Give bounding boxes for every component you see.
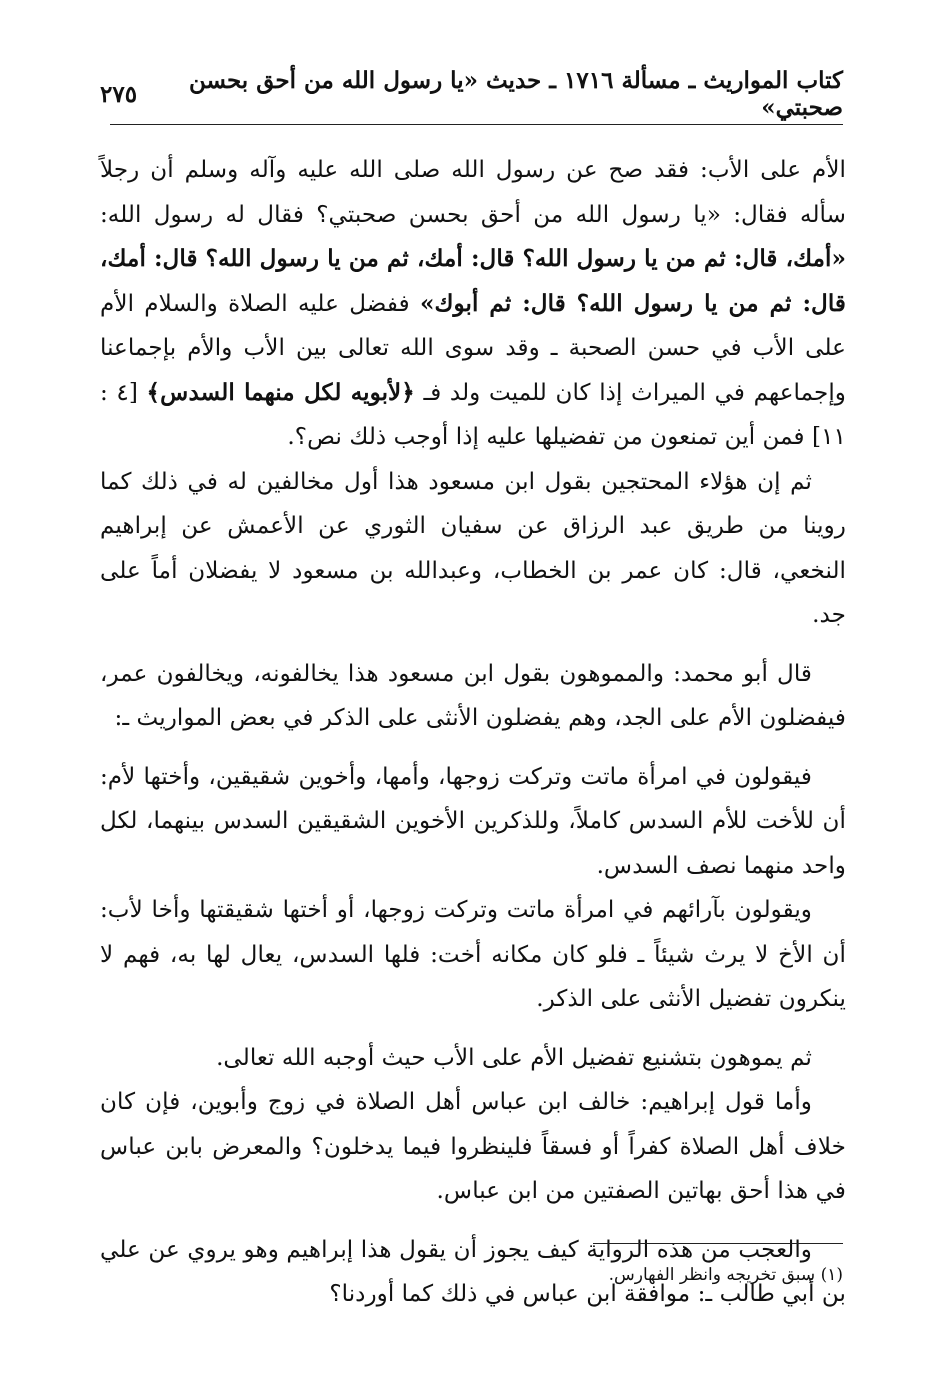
paragraph-gap [100, 1214, 846, 1228]
text-segment: ثم إن هؤلاء المحتجين بقول ابن مسعود هذا أول مخالفين له في ذلك كما روينا من طريق عبد الرزاق عن سفيان الثوري عن الأعمش عن إبراهيم النخعي، قال: كان عمر بن الخطاب، وعبدالله بن مسعود لا يفضلان أماً على جد. [100, 467, 846, 628]
text-segment: ﴿لأبويه لكل منهما السدس﴾ [146, 378, 415, 406]
paragraph-gap [100, 1022, 846, 1036]
body-text [100, 148, 846, 1317]
footnote-rule [593, 1243, 843, 1244]
text-segment: ثم يموهون بتشنيع تفضيل الأم على الأب حيث أوجبه الله تعالى. [216, 1043, 812, 1071]
text-segment: ففضل عليه الصلاة والسلام الأم على الأب في حسن الصحبة ـ وقد سوى الله تعالى بين الأب والأم بإجماعنا وإجماعهم في الميراث إذا كان للميت ولد فـ [100, 289, 846, 406]
paragraph-p1 [100, 148, 846, 460]
paragraph-p7 [100, 1080, 846, 1214]
paragraph-gap [100, 638, 846, 652]
paragraph-p2 [100, 460, 846, 638]
text-segment: قال أبو محمد: والمموهون بقول ابن مسعود هذا يخالفونه، ويخالفون عمر، فيفضلون الأم على الجد، وهم يفضلون الأنثى على الذكر في بعض المواريث ـ: [100, 659, 846, 731]
header-rule [110, 124, 843, 125]
text-segment: [٤ : ١١] فمن أين تمنعون من تفضيلها عليه إذا أوجب ذلك نص؟. [100, 378, 846, 450]
text-segment: ويقولون بآرائهم في امرأة ماتت وتركت زوجها، أو أختها شقيقتها وأخا لأب: أن الأخ لا يرث شيئاً ـ فلو كان مكانه أخت: فلها السدس، يعال لها به، فهم لا ينكرون تفضيل الأنثى على الذكر. [100, 896, 846, 1012]
paragraph-p5 [100, 888, 846, 1022]
page-number: ٢٧٥ [100, 80, 138, 108]
running-head [100, 67, 843, 121]
running-title: كتاب المواريث ـ مسألة ١٧١٦ ـ حديث «يا رسول الله من أحق بحسن صحبتي» [188, 67, 843, 121]
paragraph-p6 [100, 1036, 846, 1081]
paragraph-gap [100, 741, 846, 755]
footnote: (١) سبق تخريجه وانظر الفهارس. [608, 1265, 843, 1285]
text-segment: «أمك، قال: ثم من يا رسول الله؟ قال: أمك، ثم من يا رسول الله؟ قال: أمك، قال: ثم من يا رسول الله؟ قال: ثم أبوك» [100, 245, 847, 317]
paragraph-p3 [100, 652, 846, 741]
paragraph-p4 [100, 755, 846, 889]
text-segment: فيقولون في امرأة ماتت وتركت زوجها، وأمها، وأخوين شقيقين، وأختها لأم: أن للأخت للأم السدس كاملاً، وللذكرين الأخوين الشقيقين السدس بينهما، لكل واحد منهما نصف السدس. [100, 762, 846, 879]
text-segment: وأما قول إبراهيم: خالف ابن عباس أهل الصلاة في زوج وأبوين، فإن كان خلاف أهل الصلاة كفراً أو فسقاً فلينظروا فيما يدخلون؟ والمعرض بابن عباس في هذا أحق بهاتين الصفتين من ابن عباس. [100, 1088, 846, 1204]
text-segment: الأم على الأب: فقد صح عن رسول الله صلى الله عليه وآله وسلم أن رجلاً سأله فقال: «يا رسول الله من أحق بحسن صحبتي؟ فقال له رسول الله: [100, 156, 846, 228]
text-segment: والعجب من هذه الرواية كيف يجوز أن يقول هذا إبراهيم وهو يروي عن علي بن أبي طالب ـ: موافقة ابن عباس في ذلك كما أوردنا؟ [100, 1235, 846, 1307]
